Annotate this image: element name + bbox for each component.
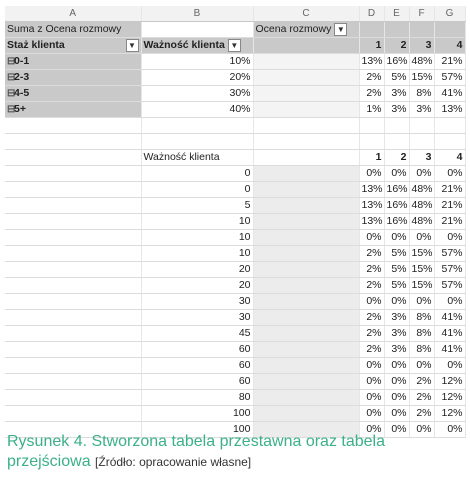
helper-cell[interactable]: 8% bbox=[409, 342, 434, 358]
helper-key[interactable]: 30 bbox=[141, 294, 253, 310]
helper-cell[interactable]: 0% bbox=[359, 374, 384, 390]
empty-cell[interactable] bbox=[409, 118, 434, 134]
caption-source: [Źródło: opracowanie własne] bbox=[95, 455, 252, 469]
helper-cell[interactable]: 2% bbox=[359, 342, 384, 358]
helper-cell[interactable]: 0% bbox=[434, 358, 465, 374]
helper-blurred-cell[interactable] bbox=[253, 246, 359, 262]
collapse-icon[interactable]: ⊟ bbox=[7, 56, 16, 67]
pivot-row-label-text: 0-1 bbox=[14, 55, 30, 67]
helper-cell[interactable]: 0% bbox=[359, 166, 384, 182]
helper-cell[interactable]: 57% bbox=[434, 278, 465, 294]
row-field-label: Staż klienta bbox=[7, 39, 65, 51]
helper-cell[interactable]: 0% bbox=[359, 358, 384, 374]
empty-cell[interactable] bbox=[5, 118, 141, 134]
empty-cell[interactable] bbox=[5, 310, 141, 326]
helper-cell[interactable]: 0% bbox=[384, 358, 409, 374]
empty-cell[interactable] bbox=[5, 230, 141, 246]
helper-key[interactable]: 80 bbox=[141, 390, 253, 406]
pivot-row-weight[interactable]: 20% bbox=[141, 70, 253, 86]
helper-key[interactable]: 5 bbox=[141, 198, 253, 214]
helper-cell[interactable]: 0% bbox=[384, 374, 409, 390]
helper-cell[interactable]: 0% bbox=[359, 294, 384, 310]
pivot-row-label[interactable] bbox=[5, 54, 141, 70]
empty-cell[interactable] bbox=[434, 118, 465, 134]
helper-cell[interactable]: 15% bbox=[409, 246, 434, 262]
helper-cell[interactable]: 0% bbox=[434, 422, 465, 438]
column-header-A[interactable]: A bbox=[5, 6, 141, 22]
pivot-row-label[interactable] bbox=[5, 86, 141, 102]
helper-col-header[interactable]: 4 bbox=[434, 150, 465, 166]
empty-cell[interactable] bbox=[5, 342, 141, 358]
helper-cell[interactable]: 0% bbox=[359, 422, 384, 438]
pivot-title[interactable]: Suma z Ocena rozmowy bbox=[5, 22, 141, 38]
pivot-cell[interactable]: 15% bbox=[409, 70, 434, 86]
empty-row bbox=[5, 134, 465, 150]
pivot-row-label[interactable] bbox=[5, 102, 141, 118]
helper-cell[interactable]: 2% bbox=[409, 374, 434, 390]
empty-cell[interactable] bbox=[253, 118, 359, 134]
helper-cell[interactable]: 5% bbox=[384, 262, 409, 278]
empty-cell[interactable] bbox=[5, 166, 141, 182]
empty-cell[interactable] bbox=[5, 390, 141, 406]
helper-cell[interactable]: 2% bbox=[409, 390, 434, 406]
helper-blurred-cell[interactable] bbox=[253, 230, 359, 246]
pivot-col-header[interactable]: 4 bbox=[434, 38, 465, 54]
empty-cell[interactable] bbox=[5, 406, 141, 422]
empty-cell[interactable] bbox=[5, 262, 141, 278]
helper-data-row bbox=[5, 326, 465, 342]
helper-cell[interactable]: 8% bbox=[409, 310, 434, 326]
helper-key[interactable]: 10 bbox=[141, 246, 253, 262]
helper-data-row bbox=[5, 246, 465, 262]
helper-header-label[interactable]: Ważność klienta bbox=[141, 150, 253, 166]
pivot-row-weight[interactable]: 30% bbox=[141, 86, 253, 102]
helper-cell[interactable]: 2% bbox=[359, 262, 384, 278]
pivot-row-field[interactable] bbox=[5, 38, 141, 54]
helper-key[interactable]: 60 bbox=[141, 342, 253, 358]
figure-caption bbox=[7, 432, 465, 472]
helper-cell[interactable]: 12% bbox=[434, 390, 465, 406]
row-filter-icon[interactable]: ▼ bbox=[126, 39, 139, 52]
pivot-header-blank[interactable] bbox=[253, 38, 359, 54]
pivot-title-blank[interactable] bbox=[359, 22, 384, 38]
helper-blurred-cell[interactable] bbox=[253, 262, 359, 278]
pivot-row-blank[interactable] bbox=[253, 70, 359, 86]
column-header-C[interactable]: C bbox=[253, 6, 359, 22]
helper-cell[interactable]: 0% bbox=[384, 390, 409, 406]
helper-cell[interactable]: 13% bbox=[359, 198, 384, 214]
collapse-icon[interactable]: ⊟ bbox=[7, 104, 16, 115]
pivot-cell[interactable]: 3% bbox=[384, 102, 409, 118]
empty-cell[interactable] bbox=[5, 374, 141, 390]
pivot-row-blank[interactable] bbox=[253, 54, 359, 70]
helper-cell[interactable]: 0% bbox=[409, 294, 434, 310]
helper-cell[interactable]: 12% bbox=[434, 374, 465, 390]
empty-cell[interactable] bbox=[5, 214, 141, 230]
helper-cell[interactable]: 0% bbox=[384, 230, 409, 246]
collapse-icon[interactable]: ⊟ bbox=[7, 72, 16, 83]
empty-cell[interactable] bbox=[384, 118, 409, 134]
helper-blurred-cell[interactable] bbox=[253, 406, 359, 422]
pivot-row-label-text: 4-5 bbox=[14, 87, 30, 99]
empty-cell[interactable] bbox=[141, 118, 253, 134]
helper-blurred-cell[interactable] bbox=[253, 166, 359, 182]
pivot-cell[interactable]: 8% bbox=[409, 86, 434, 102]
helper-cell[interactable]: 0% bbox=[409, 230, 434, 246]
helper-cell[interactable]: 8% bbox=[409, 326, 434, 342]
helper-key[interactable]: 10 bbox=[141, 230, 253, 246]
grid-body bbox=[5, 6, 465, 438]
col-filter-icon[interactable]: ▼ bbox=[228, 39, 241, 52]
helper-cell[interactable]: 2% bbox=[359, 278, 384, 294]
helper-cell[interactable]: 21% bbox=[434, 182, 465, 198]
helper-cell[interactable]: 21% bbox=[434, 214, 465, 230]
pivot-cell[interactable]: 13% bbox=[434, 102, 465, 118]
helper-cell[interactable]: 2% bbox=[359, 246, 384, 262]
empty-cell[interactable] bbox=[5, 326, 141, 342]
pivot-col-header[interactable]: 3 bbox=[409, 38, 434, 54]
helper-cell[interactable]: 5% bbox=[384, 278, 409, 294]
empty-cell[interactable] bbox=[5, 150, 141, 166]
collapse-icon[interactable]: ⊟ bbox=[7, 88, 16, 99]
helper-cell[interactable]: 0% bbox=[384, 406, 409, 422]
helper-data-row bbox=[5, 390, 465, 406]
helper-blurred-cell[interactable] bbox=[253, 182, 359, 198]
empty-cell[interactable] bbox=[5, 246, 141, 262]
empty-cell[interactable] bbox=[359, 134, 384, 150]
spreadsheet-grid bbox=[5, 6, 466, 438]
helper-blurred-cell[interactable] bbox=[253, 374, 359, 390]
pivot-row-label[interactable] bbox=[5, 70, 141, 86]
empty-cell[interactable] bbox=[359, 118, 384, 134]
helper-cell[interactable]: 2% bbox=[409, 406, 434, 422]
helper-cell[interactable]: 48% bbox=[409, 182, 434, 198]
pivot-col-header[interactable]: 2 bbox=[384, 38, 409, 54]
spreadsheet-area bbox=[5, 6, 465, 435]
pivot-row-weight[interactable]: 40% bbox=[141, 102, 253, 118]
pivot-data-row bbox=[5, 102, 465, 118]
helper-data-row bbox=[5, 310, 465, 326]
helper-cell[interactable]: 13% bbox=[359, 182, 384, 198]
pivot-row-label-text: 2-3 bbox=[14, 71, 30, 83]
pivot-row-blank[interactable] bbox=[253, 86, 359, 102]
empty-cell[interactable] bbox=[5, 182, 141, 198]
helper-data-row bbox=[5, 198, 465, 214]
helper-cell[interactable]: 12% bbox=[434, 406, 465, 422]
helper-cell[interactable]: 15% bbox=[409, 262, 434, 278]
helper-cell[interactable]: 48% bbox=[409, 214, 434, 230]
helper-blurred-cell[interactable] bbox=[253, 214, 359, 230]
empty-cell[interactable] bbox=[253, 150, 359, 166]
helper-cell[interactable]: 0% bbox=[434, 294, 465, 310]
empty-cell[interactable] bbox=[253, 134, 359, 150]
helper-data-row bbox=[5, 358, 465, 374]
pivot-cell[interactable]: 3% bbox=[384, 86, 409, 102]
helper-key[interactable]: 0 bbox=[141, 182, 253, 198]
empty-cell[interactable] bbox=[5, 358, 141, 374]
pivot-header-row bbox=[5, 38, 465, 54]
column-header-E[interactable]: E bbox=[384, 6, 409, 22]
helper-data-row bbox=[5, 262, 465, 278]
helper-col-header[interactable]: 3 bbox=[409, 150, 434, 166]
pivot-cell[interactable]: 5% bbox=[384, 70, 409, 86]
pivot-data-row bbox=[5, 86, 465, 102]
pivot-title-row bbox=[5, 22, 465, 38]
empty-cell[interactable] bbox=[5, 278, 141, 294]
helper-data-row bbox=[5, 342, 465, 358]
helper-cell[interactable]: 0% bbox=[359, 406, 384, 422]
helper-cell[interactable]: 0% bbox=[359, 230, 384, 246]
helper-cell[interactable]: 0% bbox=[409, 358, 434, 374]
helper-cell[interactable]: 5% bbox=[384, 246, 409, 262]
empty-cell[interactable] bbox=[5, 198, 141, 214]
pivot-cell[interactable]: 57% bbox=[434, 70, 465, 86]
helper-col-header[interactable]: 2 bbox=[384, 150, 409, 166]
helper-cell[interactable]: 13% bbox=[359, 214, 384, 230]
helper-blurred-cell[interactable] bbox=[253, 198, 359, 214]
helper-data-row bbox=[5, 374, 465, 390]
pivot-cell[interactable]: 2% bbox=[359, 86, 384, 102]
helper-cell[interactable]: 41% bbox=[434, 310, 465, 326]
helper-key[interactable]: 45 bbox=[141, 326, 253, 342]
pivot-cell[interactable]: 2% bbox=[359, 70, 384, 86]
helper-cell[interactable]: 21% bbox=[434, 198, 465, 214]
empty-cell[interactable] bbox=[5, 294, 141, 310]
helper-data-row bbox=[5, 406, 465, 422]
pivot-data-row bbox=[5, 70, 465, 86]
pivot-col-field[interactable] bbox=[141, 38, 253, 54]
helper-cell[interactable]: 41% bbox=[434, 342, 465, 358]
helper-cell[interactable]: 3% bbox=[384, 326, 409, 342]
pivot-values-field[interactable] bbox=[253, 22, 359, 38]
helper-cell[interactable]: 16% bbox=[384, 182, 409, 198]
pivot-title-blank[interactable] bbox=[409, 22, 434, 38]
helper-cell[interactable]: 57% bbox=[434, 262, 465, 278]
helper-key[interactable]: 20 bbox=[141, 278, 253, 294]
column-header-G[interactable]: G bbox=[434, 6, 465, 22]
caption-main: Rysunek 4. Stworzona tabela przestawna oraz tabela przejściowa bbox=[7, 433, 385, 470]
helper-cell[interactable]: 2% bbox=[359, 326, 384, 342]
helper-cell[interactable]: 41% bbox=[434, 326, 465, 342]
pivot-cell[interactable]: 21% bbox=[434, 54, 465, 70]
helper-data-row bbox=[5, 294, 465, 310]
helper-data-row bbox=[5, 166, 465, 182]
column-filter-icon[interactable]: ▼ bbox=[334, 23, 347, 36]
helper-cell[interactable]: 0% bbox=[384, 422, 409, 438]
helper-key[interactable]: 60 bbox=[141, 358, 253, 374]
helper-data-row bbox=[5, 230, 465, 246]
pivot-cell[interactable]: 3% bbox=[409, 102, 434, 118]
pivot-title-spacer[interactable] bbox=[141, 22, 253, 38]
helper-header-row bbox=[5, 150, 465, 166]
helper-blurred-cell[interactable] bbox=[253, 358, 359, 374]
empty-row bbox=[5, 118, 465, 134]
pivot-row-label-text: 5+ bbox=[14, 103, 26, 115]
helper-cell[interactable]: 0% bbox=[434, 166, 465, 182]
helper-blurred-cell[interactable] bbox=[253, 342, 359, 358]
helper-key[interactable]: 20 bbox=[141, 262, 253, 278]
helper-cell[interactable]: 57% bbox=[434, 246, 465, 262]
helper-cell[interactable]: 16% bbox=[384, 214, 409, 230]
helper-cell[interactable]: 3% bbox=[384, 342, 409, 358]
helper-data-row bbox=[5, 214, 465, 230]
helper-blurred-cell[interactable] bbox=[253, 390, 359, 406]
helper-cell[interactable]: 2% bbox=[359, 310, 384, 326]
helper-key[interactable]: 30 bbox=[141, 310, 253, 326]
helper-blurred-cell[interactable] bbox=[253, 310, 359, 326]
helper-key[interactable]: 100 bbox=[141, 406, 253, 422]
helper-cell[interactable]: 0% bbox=[384, 294, 409, 310]
helper-key[interactable]: 10 bbox=[141, 214, 253, 230]
pivot-cell[interactable]: 48% bbox=[409, 54, 434, 70]
column-header-D[interactable]: D bbox=[359, 6, 384, 22]
pivot-cell[interactable]: 16% bbox=[384, 54, 409, 70]
helper-cell[interactable]: 0% bbox=[359, 390, 384, 406]
column-header-F[interactable]: F bbox=[409, 6, 434, 22]
empty-cell[interactable] bbox=[384, 134, 409, 150]
helper-data-row bbox=[5, 278, 465, 294]
pivot-row-blank[interactable] bbox=[253, 102, 359, 118]
helper-blurred-cell[interactable] bbox=[253, 278, 359, 294]
column-header-B[interactable]: B bbox=[141, 6, 253, 22]
helper-cell[interactable]: 0% bbox=[384, 166, 409, 182]
empty-cell[interactable] bbox=[409, 134, 434, 150]
helper-cell[interactable]: 15% bbox=[409, 278, 434, 294]
helper-data-row bbox=[5, 182, 465, 198]
pivot-cell[interactable]: 13% bbox=[359, 54, 384, 70]
col-field-label: Ważność klienta bbox=[143, 39, 225, 51]
helper-blurred-cell[interactable] bbox=[253, 294, 359, 310]
helper-key[interactable]: 100 bbox=[141, 422, 253, 438]
helper-cell[interactable]: 48% bbox=[409, 198, 434, 214]
pivot-row-weight[interactable]: 10% bbox=[141, 54, 253, 70]
helper-cell[interactable]: 3% bbox=[384, 310, 409, 326]
pivot-title-blank[interactable] bbox=[384, 22, 409, 38]
pivot-data-row bbox=[5, 54, 465, 70]
pivot-cell[interactable]: 41% bbox=[434, 86, 465, 102]
helper-cell[interactable]: 16% bbox=[384, 198, 409, 214]
pivot-title-blank[interactable] bbox=[434, 22, 465, 38]
helper-col-header[interactable]: 1 bbox=[359, 150, 384, 166]
pivot-cell[interactable]: 1% bbox=[359, 102, 384, 118]
empty-cell[interactable] bbox=[5, 134, 141, 150]
helper-blurred-cell[interactable] bbox=[253, 326, 359, 342]
column-header-row bbox=[5, 6, 465, 22]
helper-cell[interactable]: 0% bbox=[434, 230, 465, 246]
empty-cell[interactable] bbox=[141, 134, 253, 150]
pivot-col-header[interactable]: 1 bbox=[359, 38, 384, 54]
pivot-values-field-label: Ocena rozmowy bbox=[255, 23, 332, 35]
helper-key[interactable]: 0 bbox=[141, 166, 253, 182]
helper-cell[interactable]: 0% bbox=[409, 166, 434, 182]
empty-cell[interactable] bbox=[434, 134, 465, 150]
helper-key[interactable]: 60 bbox=[141, 374, 253, 390]
helper-cell[interactable]: 0% bbox=[409, 422, 434, 438]
